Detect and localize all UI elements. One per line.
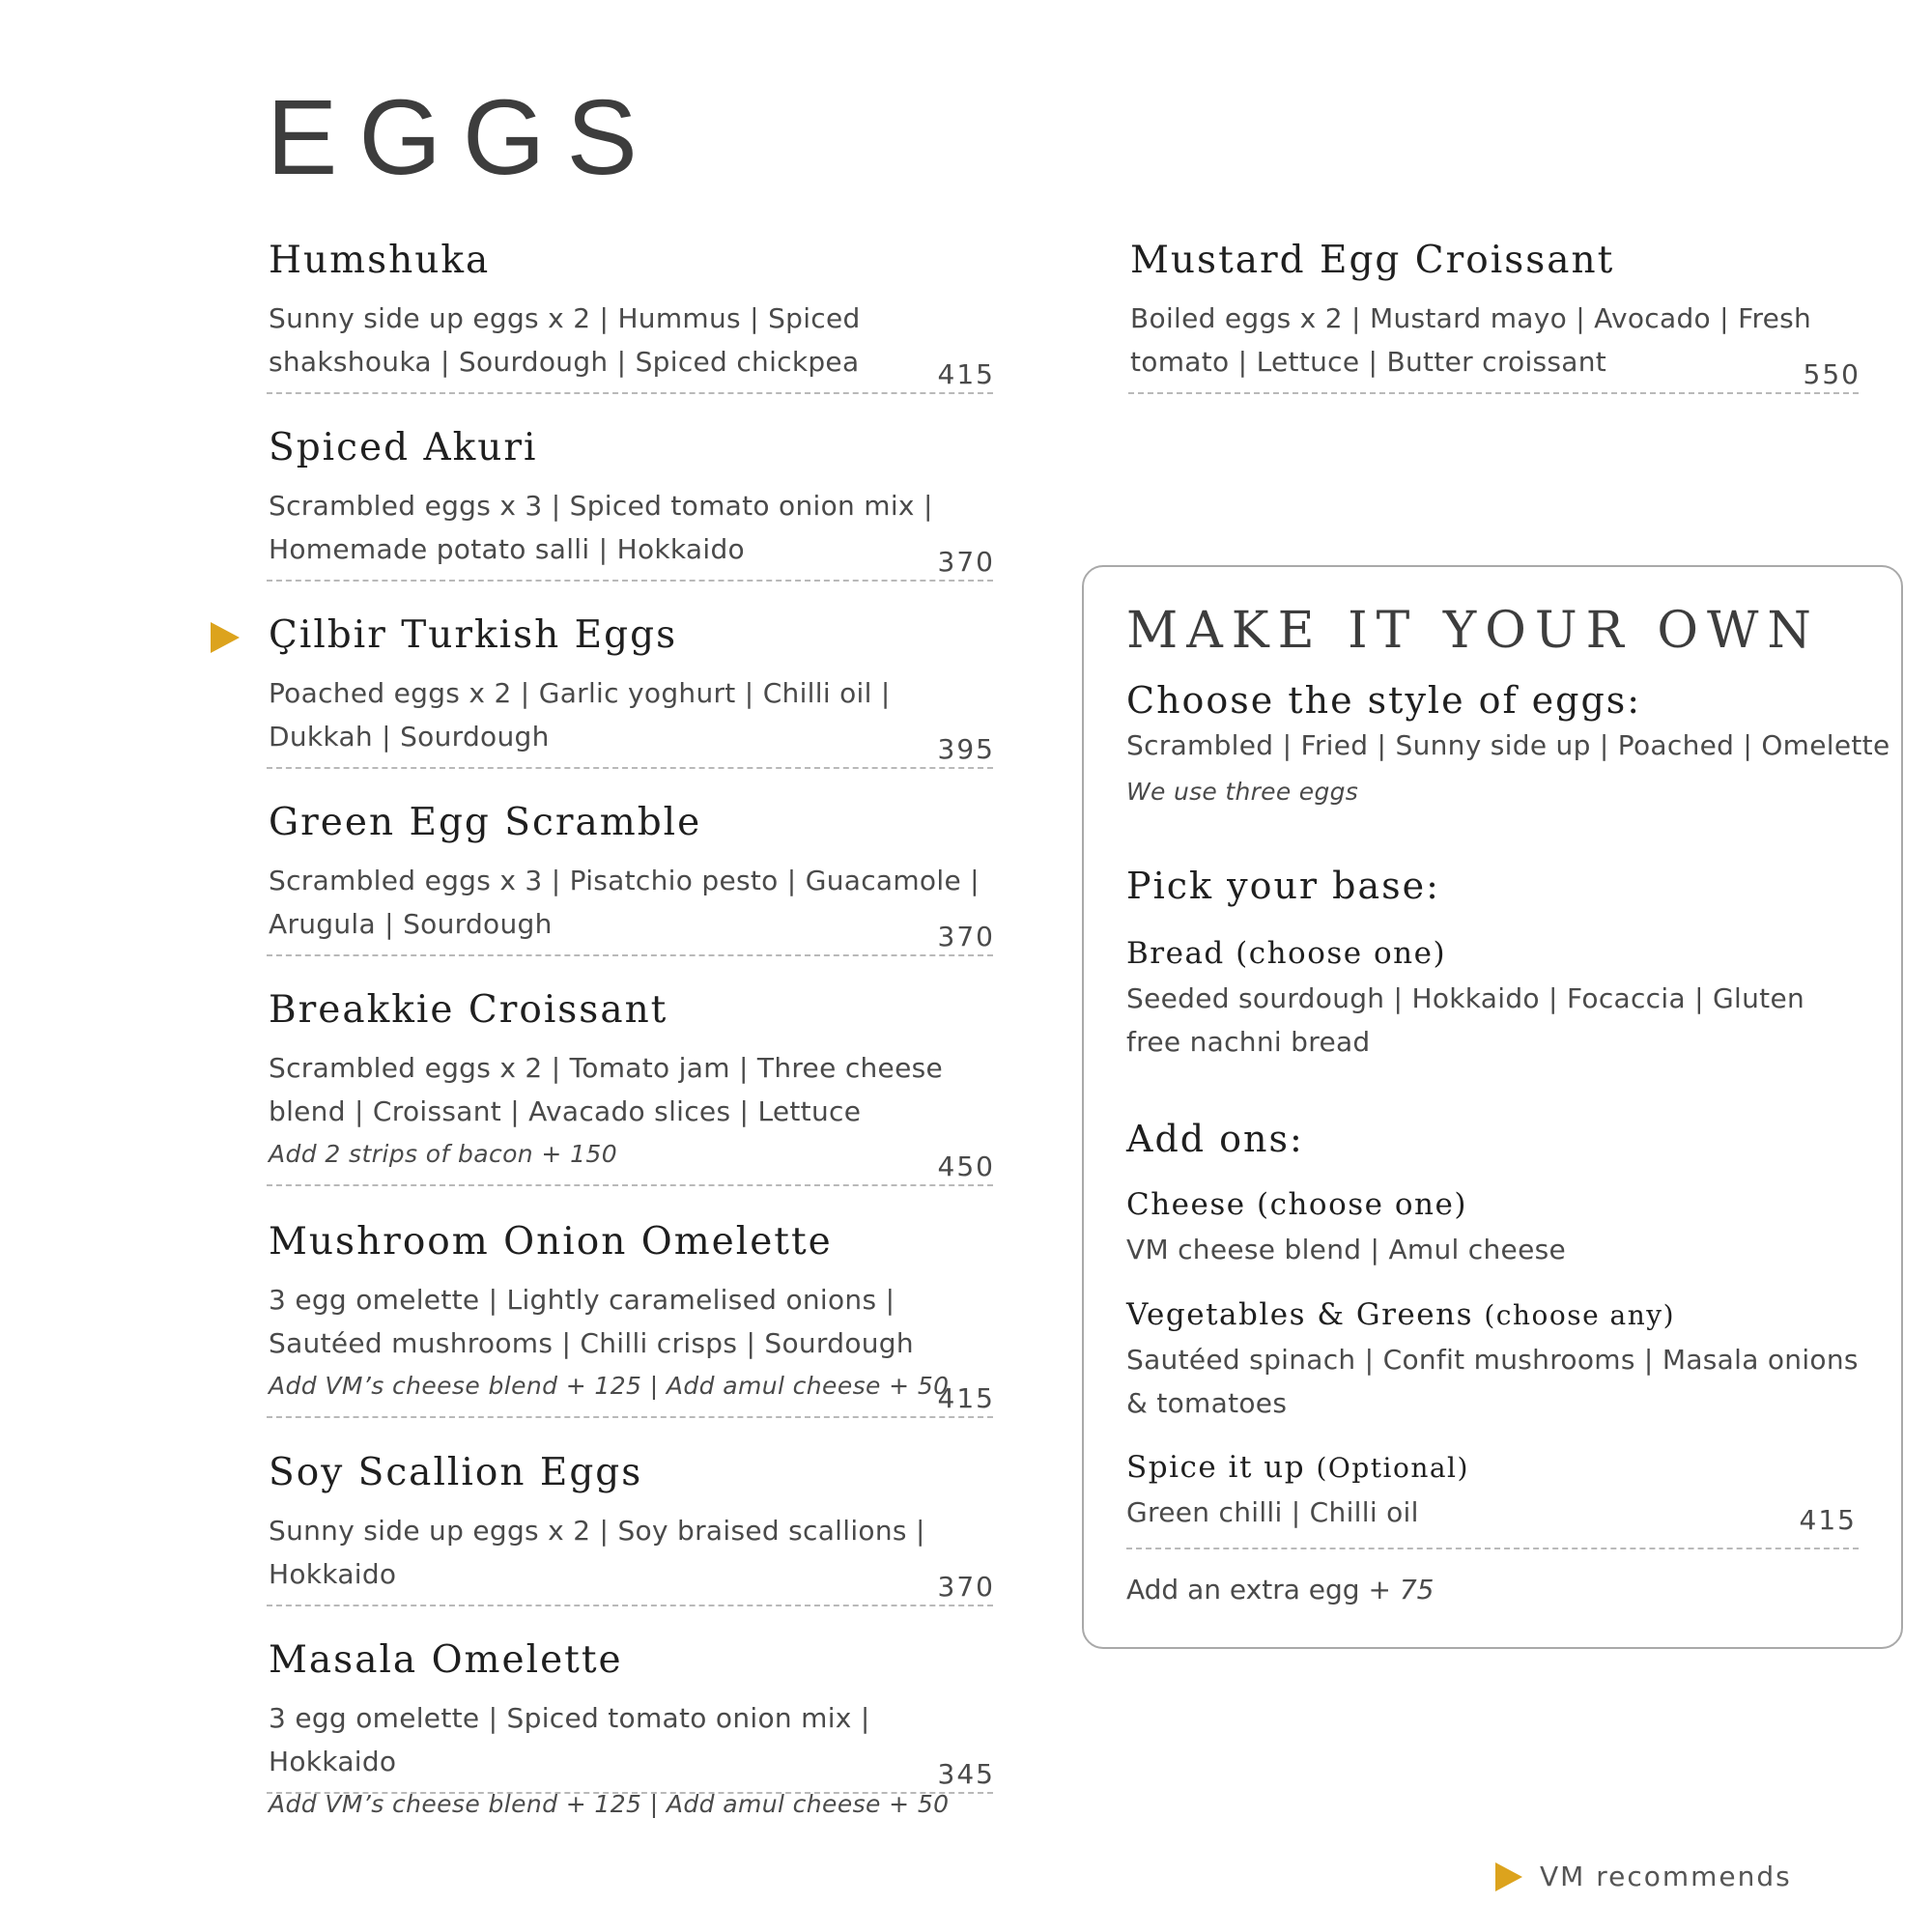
bread-qualifier: (choose one) — [1236, 936, 1447, 971]
cheese-qualifier: (choose one) — [1257, 1187, 1467, 1222]
legend — [1495, 1861, 1792, 1892]
item-description: Sunny side up eggs x 2 | Soy braised scallions | Hokkaido — [269, 1515, 925, 1590]
style-note: We use three eggs — [1126, 778, 1359, 806]
item-description: Sunny side up eggs x 2 | Hummus | Spiced shakshouka | Sourdough | Spiced chickpea — [269, 302, 861, 378]
item-name: Mushroom Onion Omelette — [269, 1220, 833, 1264]
spice-label: Spice it up — [1126, 1450, 1306, 1485]
item-price: 450 — [937, 1151, 995, 1182]
menu-item-soy-scallion-eggs — [267, 1451, 995, 1606]
bread-options: Seeded sourdough | Hokkaido | Focaccia | Gluten free nachni bread — [1126, 982, 1805, 1058]
item-name: Spiced Akuri — [269, 426, 538, 469]
item-price: 415 — [937, 1382, 995, 1414]
item-name: Mustard Egg Croissant — [1130, 239, 1615, 282]
item-description: Scrambled eggs x 2 | Tomato jam | Three cheese blend | Croissant | Avacado slices | Lettuce — [269, 1052, 944, 1127]
menu-item-green-egg-scramble — [267, 801, 995, 956]
menu-item-breakkie-croissant — [267, 988, 995, 1186]
item-price: 415 — [937, 358, 995, 390]
spice-options: Green chilli | Chilli oil — [1126, 1496, 1419, 1528]
spice-qualifier: (Optional) — [1316, 1452, 1469, 1484]
item-price: 370 — [937, 921, 995, 952]
veg-qualifier: (choose any) — [1484, 1299, 1676, 1331]
bread-label: Bread — [1126, 936, 1225, 971]
menu-item-cilbir-turkish-eggs — [267, 613, 995, 769]
style-heading: Choose the style of eggs: — [1126, 679, 1642, 722]
item-description: Poached eggs x 2 | Garlic yoghurt | Chilli oil | Dukkah | Sourdough — [269, 677, 891, 753]
veg-label: Vegetables & Greens — [1126, 1297, 1473, 1332]
veg-heading — [1126, 1297, 1675, 1332]
item-name: Çilbir Turkish Eggs — [269, 613, 678, 657]
cheese-label: Cheese — [1126, 1187, 1246, 1222]
item-description: 3 egg omelette | Spiced tomato onion mix | Hokkaido — [269, 1702, 870, 1777]
addons-heading: Add ons: — [1126, 1118, 1304, 1160]
make-it-your-own-box — [1082, 565, 1903, 1649]
item-name: Soy Scallion Eggs — [269, 1451, 643, 1494]
custom-divider — [1126, 1548, 1859, 1549]
cheese-heading — [1126, 1187, 1467, 1222]
item-description: 3 egg omelette | Lightly caramelised onions | Sautéed mushrooms | Chilli crisps | Sourdough — [269, 1284, 914, 1359]
extra-egg-price: 75 — [1399, 1574, 1435, 1605]
extra-egg-label: Add an extra egg + — [1126, 1574, 1391, 1605]
legend-label: VM recommends — [1540, 1861, 1792, 1892]
menu-item-masala-omelette — [267, 1638, 995, 1818]
item-price: 550 — [1803, 358, 1861, 390]
item-addon: Add 2 strips of bacon + 150 — [269, 1140, 618, 1168]
custom-price: 415 — [1799, 1504, 1857, 1536]
cheese-options: VM cheese blend | Amul cheese — [1126, 1234, 1567, 1265]
item-price: 395 — [937, 733, 995, 765]
menu-item-humshuka — [267, 239, 995, 394]
bread-heading — [1126, 936, 1446, 971]
style-options: Scrambled | Fried | Sunny side up | Poached | Omelette — [1126, 729, 1890, 761]
item-name: Masala Omelette — [269, 1638, 623, 1682]
item-name: Green Egg Scramble — [269, 801, 702, 844]
base-heading: Pick your base: — [1126, 865, 1440, 907]
item-description: Boiled eggs x 2 | Mustard mayo | Avocado | Fresh tomato | Lettuce | Butter croissant — [1130, 302, 1812, 378]
item-price: 370 — [937, 546, 995, 578]
menu-item-spiced-akuri — [267, 426, 995, 582]
recommend-marker-icon — [211, 622, 240, 653]
spice-heading — [1126, 1450, 1469, 1485]
recommend-marker-icon — [1495, 1862, 1522, 1891]
item-description: Scrambled eggs x 3 | Pisatchio pesto | Guacamole | Arugula | Sourdough — [269, 865, 980, 940]
item-description: Scrambled eggs x 3 | Spiced tomato onion mix | Homemade potato salli | Hokkaido — [269, 490, 933, 565]
item-name: Breakkie Croissant — [269, 988, 668, 1032]
menu-item-mustard-egg-croissant — [1128, 239, 1861, 394]
extra-egg-note — [1126, 1574, 1434, 1605]
item-price: 370 — [937, 1571, 995, 1603]
item-price: 345 — [937, 1758, 995, 1790]
custom-title: MAKE IT YOUR OWN — [1126, 602, 1820, 660]
page-title: EGGS — [267, 78, 659, 197]
item-name: Humshuka — [269, 239, 491, 282]
veg-options: Sautéed spinach | Confit mushrooms | Masala onions & tomatoes — [1126, 1344, 1859, 1419]
menu-item-mushroom-onion-omelette — [267, 1220, 995, 1418]
item-addon: Add VM’s cheese blend + 125 | Add amul cheese + 50 — [269, 1790, 950, 1818]
item-addon: Add VM’s cheese blend + 125 | Add amul cheese + 50 — [269, 1372, 950, 1400]
